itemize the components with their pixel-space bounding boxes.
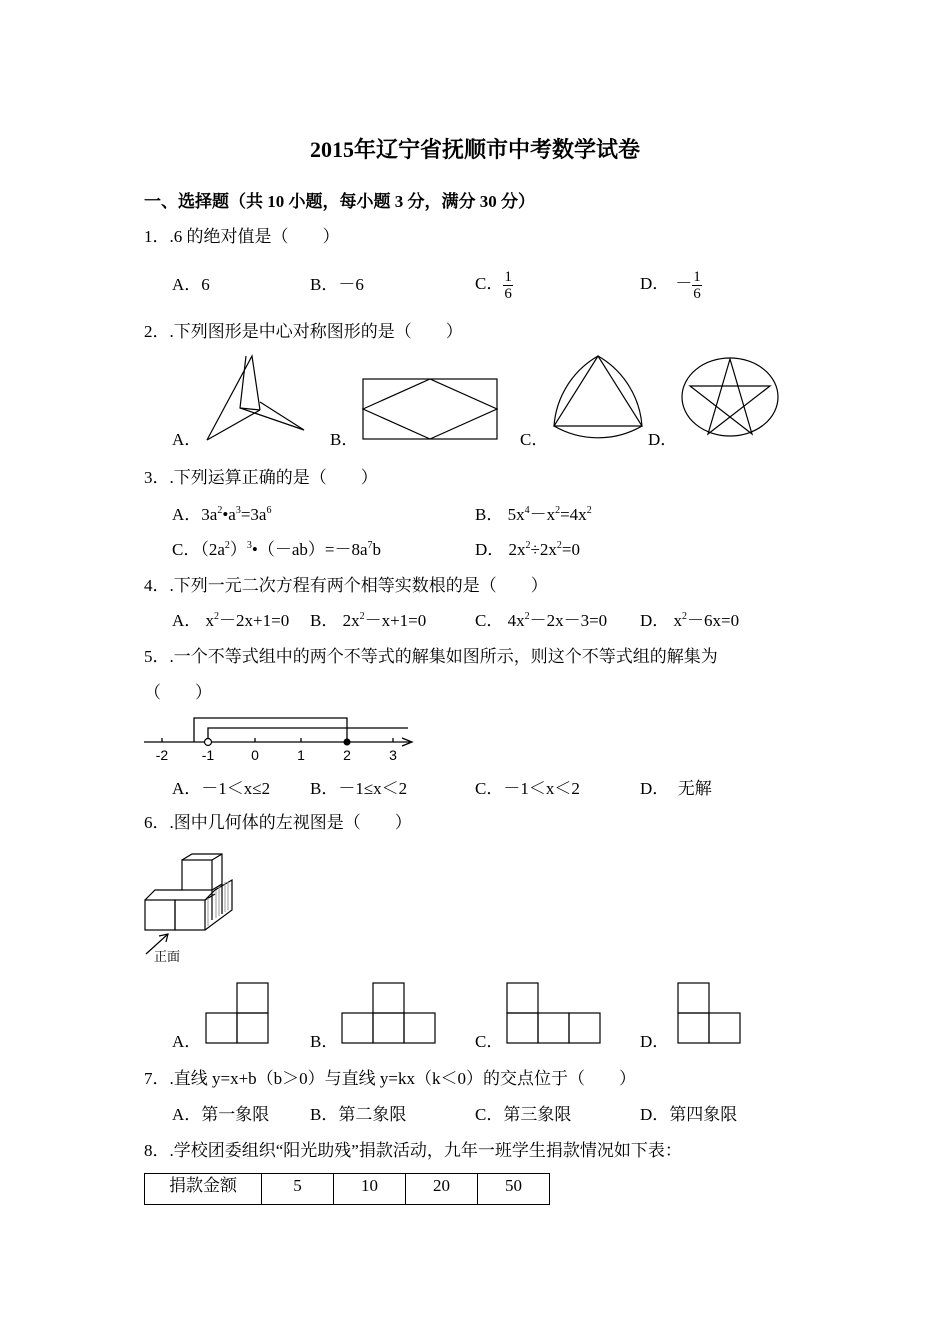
q4-stem: 4．.下列一元二次方程有两个相等实数根的是（ ）	[144, 576, 548, 595]
q5-option-d[interactable]: D． 无解	[640, 779, 712, 798]
q1-stem: 1．.6 的绝对值是（ ）	[144, 227, 340, 246]
q4-option-c[interactable]: C． $4x^2-2x-3=0$	[475, 611, 608, 630]
q5-option-c[interactable]: C．－1＜x＜2	[475, 779, 580, 798]
q2-option-c[interactable]: C．	[520, 430, 549, 449]
q1-option-d-fraction: $\frac{1}{6}$	[693, 268, 701, 302]
q7-stem: 7．.直线 y=x+b（b＞0）与直线 y=kx（k＜0）的交点位于（ ）	[144, 1069, 637, 1088]
q1-option-d-sign: －	[675, 274, 693, 293]
q7-option-a[interactable]: A．第一象限	[172, 1105, 270, 1124]
q6-option-b[interactable]: B．	[310, 1032, 339, 1051]
front-label: 正面	[154, 950, 181, 965]
q6-option-d[interactable]: D．	[640, 1032, 670, 1051]
q6-option-a[interactable]: A．	[172, 1032, 202, 1051]
q4-option-d[interactable]: D． $x^2-6x=0$	[640, 611, 740, 630]
q7-option-b[interactable]: B．第二象限	[310, 1105, 407, 1124]
q1-option-d-label: D．	[640, 274, 670, 293]
table-row	[145, 1174, 550, 1205]
q5-stem: 5．.一个不等式组中的两个不等式的解集如图所示，则这个不等式组的解集为	[144, 647, 718, 666]
q3-option-a[interactable]: A．$3a^2•a^3=3a^6$	[172, 505, 272, 524]
tick-label: 0	[251, 747, 259, 763]
table-cell: 20	[406, 1174, 478, 1205]
table-cell: 5	[262, 1174, 334, 1205]
q6-view-a	[205, 980, 271, 1046]
q5-option-a[interactable]: A．－1＜x≤2	[172, 779, 271, 798]
q1-option-b[interactable]: B．－6	[310, 275, 364, 294]
q3-option-c[interactable]: C．$(2a^2)^3•(-ab)=-8a^7b$	[172, 540, 382, 559]
q2-option-a[interactable]: A．	[172, 430, 202, 449]
tick-label: 1	[297, 747, 305, 763]
q6-option-c[interactable]: C．	[475, 1032, 504, 1051]
q3-option-d[interactable]: D． $2x^2\div 2x^2=0$	[475, 540, 580, 559]
q2-figure-a	[200, 352, 310, 442]
tick-label: 3	[389, 747, 397, 763]
q2-option-d[interactable]: D．	[648, 430, 678, 449]
q1-option-c-fraction: $\frac{1}{6}$	[504, 268, 512, 302]
q3-option-b[interactable]: B． $5x^4-x^2=4x^2$	[475, 505, 592, 524]
q2-figure-b	[362, 378, 498, 440]
tick-label: 2	[343, 747, 351, 763]
table-cell: 50	[478, 1174, 550, 1205]
q5-paren: （ ）	[144, 683, 212, 702]
q2-figure-d	[678, 354, 782, 438]
q1-option-c[interactable]	[475, 265, 513, 303]
q1-option-c-label: C．	[475, 274, 504, 293]
q7-option-d[interactable]: D．第四象限	[640, 1105, 738, 1124]
q6-view-d	[676, 981, 742, 1047]
q3-stem: 3．.下列运算正确的是（ ）	[144, 468, 378, 487]
page-title: 2015年辽宁省抚顺市中考数学试卷	[309, 137, 640, 162]
table-cell: 10	[334, 1174, 406, 1205]
donation-table	[144, 1173, 550, 1205]
q8-stem: 8．.学校团委组织“阳光助残”捐款活动，九年一班学生捐款情况如下表：	[144, 1141, 682, 1160]
open-point	[205, 739, 212, 746]
q2-figure-c	[550, 354, 646, 432]
q2-option-b[interactable]: B．	[330, 430, 359, 449]
table-header-cell: 捐款金额	[145, 1174, 262, 1205]
section-heading: 一、选择题（共 10 小题，每小题 3 分，满分 30 分）	[144, 192, 535, 211]
q6-stem: 6．.图中几何体的左视图是（ ）	[144, 813, 412, 832]
q5-option-b[interactable]: B．－1≤x＜2	[310, 779, 408, 798]
q6-solid-figure	[140, 852, 250, 964]
q7-option-c[interactable]: C．第三象限	[475, 1105, 572, 1124]
q5-number-line	[140, 714, 420, 770]
q2-stem: 2．.下列图形是中心对称图形的是（ ）	[144, 322, 463, 341]
closed-point	[344, 739, 351, 746]
tick-label: -1	[201, 747, 215, 763]
tick-label: -2	[155, 747, 169, 763]
q1-option-a[interactable]: A．6	[172, 275, 210, 294]
q6-view-b	[340, 980, 438, 1046]
q4-option-b[interactable]: B． $2x^2-x+1=0$	[310, 611, 427, 630]
q1-option-d[interactable]	[640, 265, 702, 303]
q4-option-a[interactable]: A． $x^2-2x+1=0$	[172, 611, 290, 630]
q6-view-c	[505, 981, 603, 1047]
